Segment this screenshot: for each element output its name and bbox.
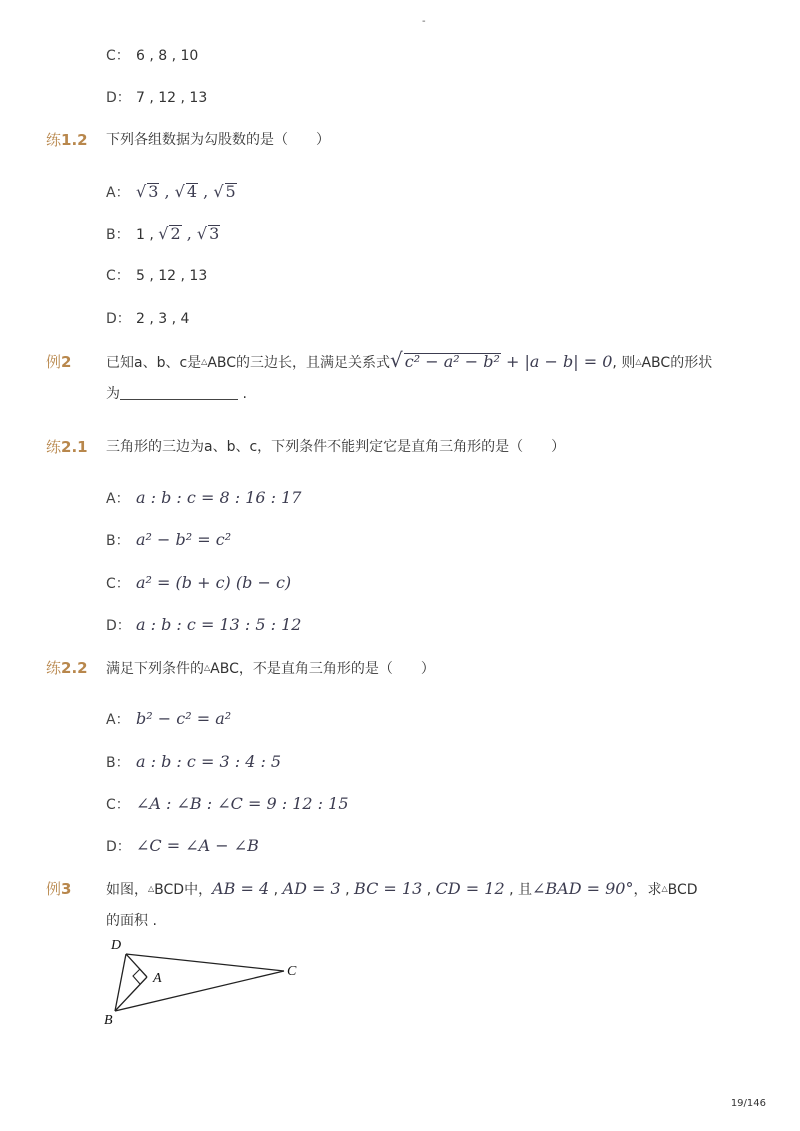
- option-math: √ 2 , √ 3: [158, 224, 220, 243]
- option-math: a : b : c = 13 : 5 : 12: [136, 615, 302, 634]
- stem-text: BCD: [667, 882, 698, 898]
- option-label: A：: [106, 185, 130, 201]
- option-label: A：: [106, 712, 130, 728]
- radicand: 5: [225, 182, 236, 201]
- tag-prefix: 例: [46, 880, 62, 898]
- radicand: 2: [170, 224, 181, 243]
- option-math: b² − c² = a²: [136, 709, 232, 728]
- tag-number: 2: [61, 353, 72, 371]
- label-c: C: [287, 964, 297, 979]
- q12-option-a[interactable]: [106, 182, 237, 203]
- stem-text: BCD中，: [154, 882, 213, 898]
- header-mark: -: [422, 16, 426, 27]
- option-label: B：: [106, 533, 130, 549]
- option-label: B：: [106, 755, 130, 771]
- segment-bc: [115, 971, 284, 1011]
- option-label: C：: [106, 797, 130, 813]
- tag-prefix: 练: [46, 659, 62, 677]
- stem-text: ，求: [633, 882, 662, 898]
- triangle-symbol: △: [635, 357, 642, 366]
- option-label: D：: [106, 839, 131, 855]
- tag-prefix: 练: [46, 438, 62, 456]
- tag-number: 2.2: [61, 659, 88, 677]
- stem-text: ABC的形状: [641, 355, 713, 371]
- triangle-symbol: △: [204, 663, 211, 672]
- segment-da: [126, 954, 147, 977]
- ex2-stem-line2: [106, 384, 247, 404]
- label-b: B: [104, 1013, 113, 1028]
- option-math: a² = (b + c) (b − c): [136, 573, 292, 592]
- stem-text: 如图，: [106, 882, 148, 898]
- segment-ba: [115, 977, 147, 1011]
- ex2-stem-line1: [106, 350, 712, 373]
- q21-option-b[interactable]: [106, 530, 231, 551]
- q21-tag: [46, 437, 88, 457]
- option-math: a : b : c = 8 : 16 : 17: [136, 488, 302, 507]
- option-text: 6 , 8 , 10: [136, 48, 199, 64]
- option-text: 2 , 3 , 4: [136, 311, 190, 327]
- given-ab: AB = 4: [212, 879, 270, 898]
- q21-option-a[interactable]: [106, 488, 301, 509]
- ex3-tag: [46, 879, 71, 899]
- option-text: 5 , 12 , 13: [136, 268, 208, 284]
- geometry-figure: [100, 932, 310, 1032]
- q11-option-c[interactable]: [106, 46, 198, 66]
- right-angle-mark: [133, 969, 140, 984]
- q21-option-c[interactable]: [106, 573, 291, 594]
- label-d: D: [111, 938, 122, 953]
- radicand: 4: [186, 182, 198, 201]
- ex3-stem-line2: 的面积 .: [106, 913, 157, 929]
- label-a: A: [153, 971, 162, 986]
- option-label: B：: [106, 227, 130, 243]
- option-math: √ 3 , √ 4 , √ 5: [136, 182, 236, 201]
- q11-option-d[interactable]: [106, 88, 207, 108]
- option-math: ∠C = ∠A − ∠B: [136, 836, 259, 855]
- q22-option-b[interactable]: [106, 752, 281, 773]
- q12-option-d[interactable]: [106, 309, 189, 329]
- ex2-tag: [46, 352, 71, 372]
- option-math: ∠A : ∠B : ∠C = 9 : 12 : 15: [136, 794, 349, 813]
- q22-tag: [46, 658, 88, 678]
- stem-text: .: [238, 386, 247, 402]
- q12-option-b[interactable]: [106, 224, 220, 245]
- given-ad: AD = 3: [282, 879, 341, 898]
- option-math: a : b : c = 3 : 4 : 5: [136, 752, 282, 771]
- option-label: C：: [106, 576, 130, 592]
- tag-number: 2.1: [61, 438, 88, 456]
- tag-prefix: 练: [46, 131, 62, 149]
- q21-option-d[interactable]: [106, 615, 301, 636]
- triangle-symbol: △: [148, 884, 155, 893]
- q22-option-c[interactable]: [106, 794, 349, 815]
- segment-db: [115, 954, 126, 1011]
- stem-text: ABC的三边长，且满足关系式: [207, 355, 391, 371]
- page-number: 19/146: [730, 1098, 766, 1109]
- option-label: C：: [106, 48, 130, 64]
- option-text: 7 , 12 , 13: [136, 90, 208, 106]
- given-angle: ∠BAD = 90°: [531, 879, 634, 898]
- sep: ,: [181, 224, 197, 243]
- option-math: a² − b² = c²: [136, 530, 232, 549]
- stem-text: ABC，不是直角三角形的是（ ）: [210, 661, 435, 677]
- segment-dc: [126, 954, 284, 971]
- q21-stem: 三角形的三边为a、b、c，下列条件不能判定它是直角三角形的是（ ）: [106, 439, 566, 455]
- stem-text: , 则: [612, 355, 636, 371]
- triangle-symbol: △: [201, 357, 208, 366]
- formula-tail: + |a − b| = 0: [506, 352, 613, 371]
- triangle-symbol: △: [661, 884, 668, 893]
- q12-stem: 下列各组数据为勾股数的是（ ）: [106, 132, 330, 148]
- option-label: C：: [106, 268, 130, 284]
- q22-option-a[interactable]: [106, 709, 231, 730]
- radicand: 3: [148, 182, 159, 201]
- sep: ,: [198, 182, 214, 201]
- stem-text: 已知a、b、c是: [106, 355, 202, 371]
- radicand: c² − a² − b²: [404, 352, 500, 371]
- given-bc: BC = 13: [354, 879, 423, 898]
- stem-text: 满足下列条件的: [106, 661, 204, 677]
- formula: √ c² − a² − b² + |a − b| = 0: [390, 348, 613, 372]
- q12-option-c[interactable]: [106, 266, 207, 286]
- tag-number: 1.2: [61, 131, 88, 149]
- option-label: D：: [106, 311, 131, 327]
- option-label: D：: [106, 618, 131, 634]
- sep: ,: [159, 182, 175, 201]
- answer-blank[interactable]: [120, 385, 238, 400]
- ex3-stem-line1: 如图，△BCD中，AB = 4 , AD = 3 , BC = 13 , CD = 12 , 且∠BAD = 90°，求△BCD: [106, 879, 698, 898]
- option-label: D：: [106, 90, 131, 106]
- q22-stem: [106, 658, 435, 679]
- tag-number: 3: [61, 880, 72, 898]
- radicand: 3: [209, 224, 220, 243]
- q22-option-d[interactable]: [106, 836, 259, 857]
- q12-tag: [46, 130, 88, 150]
- option-text: 1 ,: [136, 227, 159, 243]
- option-label: A：: [106, 491, 130, 507]
- stem-text: 为: [106, 386, 120, 402]
- tag-prefix: 例: [46, 353, 62, 371]
- given-cd: CD = 12: [435, 879, 505, 898]
- stem-text: 且: [517, 882, 532, 898]
